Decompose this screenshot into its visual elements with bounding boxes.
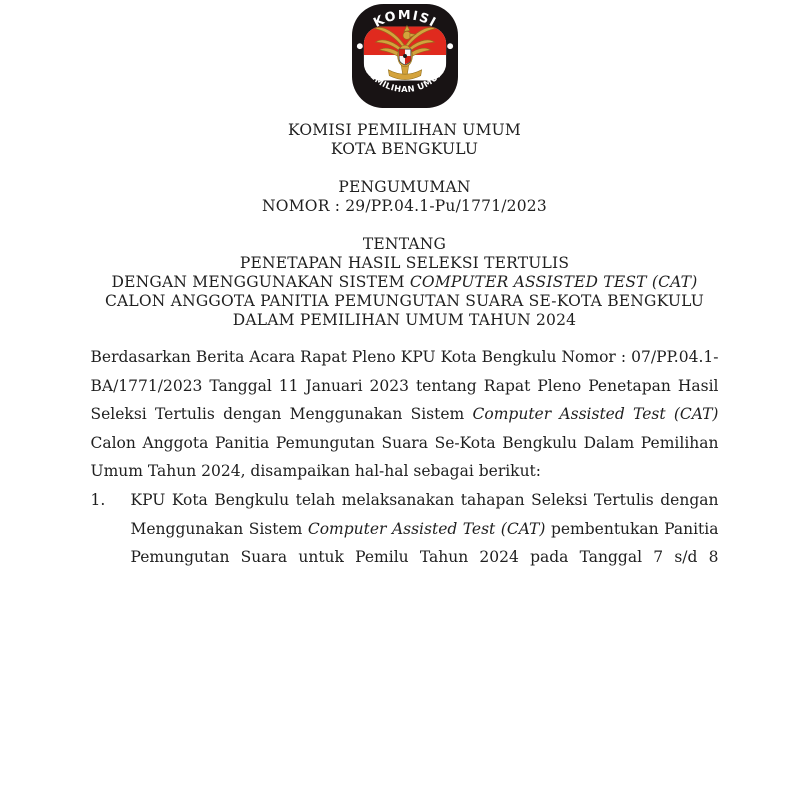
logo-right-dot [447,43,453,49]
doc-number: NOMOR : 29/PP.04.1-Pu/1771/2023 [262,197,547,215]
document-body [91,343,719,572]
opening-text: Berdasarkan Berita Acara Rapat Pleno KPU Kota Bengkulu Nomor : 07/PP.04.1-BA/1771/2023 Tanggal 11 Januari 2023 tentang Rapat Pleno Penetapan Hasil Seleksi Tertulis dengan Menggunakan Sistem [90,348,719,424]
org-name-line2: KOTA BENGKULU [330,140,479,158]
about-label: TENTANG [362,235,447,253]
logo-bottom-text: PEMILIHAN UMUM [363,66,446,95]
list-item-1-prefix: KPU Kota Bengkulu telah melaksanakan tahapan Seleksi Tertulis dengan Menggunakan Sistem [130,490,719,538]
opening-text-end: Calon Anggota Panitia Pemungutan Suara Se-Kota Bengkulu Dalam Pemilihan Umum Tahun 2024, disampaikan hal-hal sebagai berikut: [90,433,719,481]
kpu-logo [0,0,809,109]
subject-line-3: CALON ANGGOTA PANITIA PEMUNGUTAN SUARA SE-KOTA BENGKULU [104,292,705,310]
list-item-1 [91,486,719,572]
logo-left-dot [356,43,362,49]
opening-italic-text: Computer Assisted Test (CAT) [472,405,719,424]
pancasila-shield-icon [399,49,411,65]
subject-line-2 [0,273,809,292]
subject-line-2-prefix: DENGAN MENGGUNAKAN SISTEM [111,273,410,291]
opening-paragraph [91,343,719,486]
org-name-line1: KOMISI PEMILIHAN UMUM [288,121,521,139]
spacer [0,159,809,178]
list-item-1-italic: Computer Assisted Test (CAT) [307,519,546,538]
list-item-1-suffix: pembentukan Panitia Pemungutan Suara untuk Pemilu Tahun 2024 pada Tanggal 7 s/d 8 [130,519,719,567]
spacer [0,216,809,235]
subject-line-2-italic: COMPUTER ASSISTED TEST (CAT) [409,273,698,291]
doc-type-title: PENGUMUMAN [338,178,471,196]
list-item-1-number: 1. [90,490,106,509]
kpu-logo-svg [350,3,460,109]
subject-line-1: PENETAPAN HASIL SELEKSI TERTULIS [239,254,570,272]
list-item-1-text [131,486,719,572]
logo-top-text: KOMISI [370,8,439,31]
document-header [0,121,809,330]
subject-line-4: DALAM PEMILIHAN UMUM TAHUN 2024 [232,311,577,329]
